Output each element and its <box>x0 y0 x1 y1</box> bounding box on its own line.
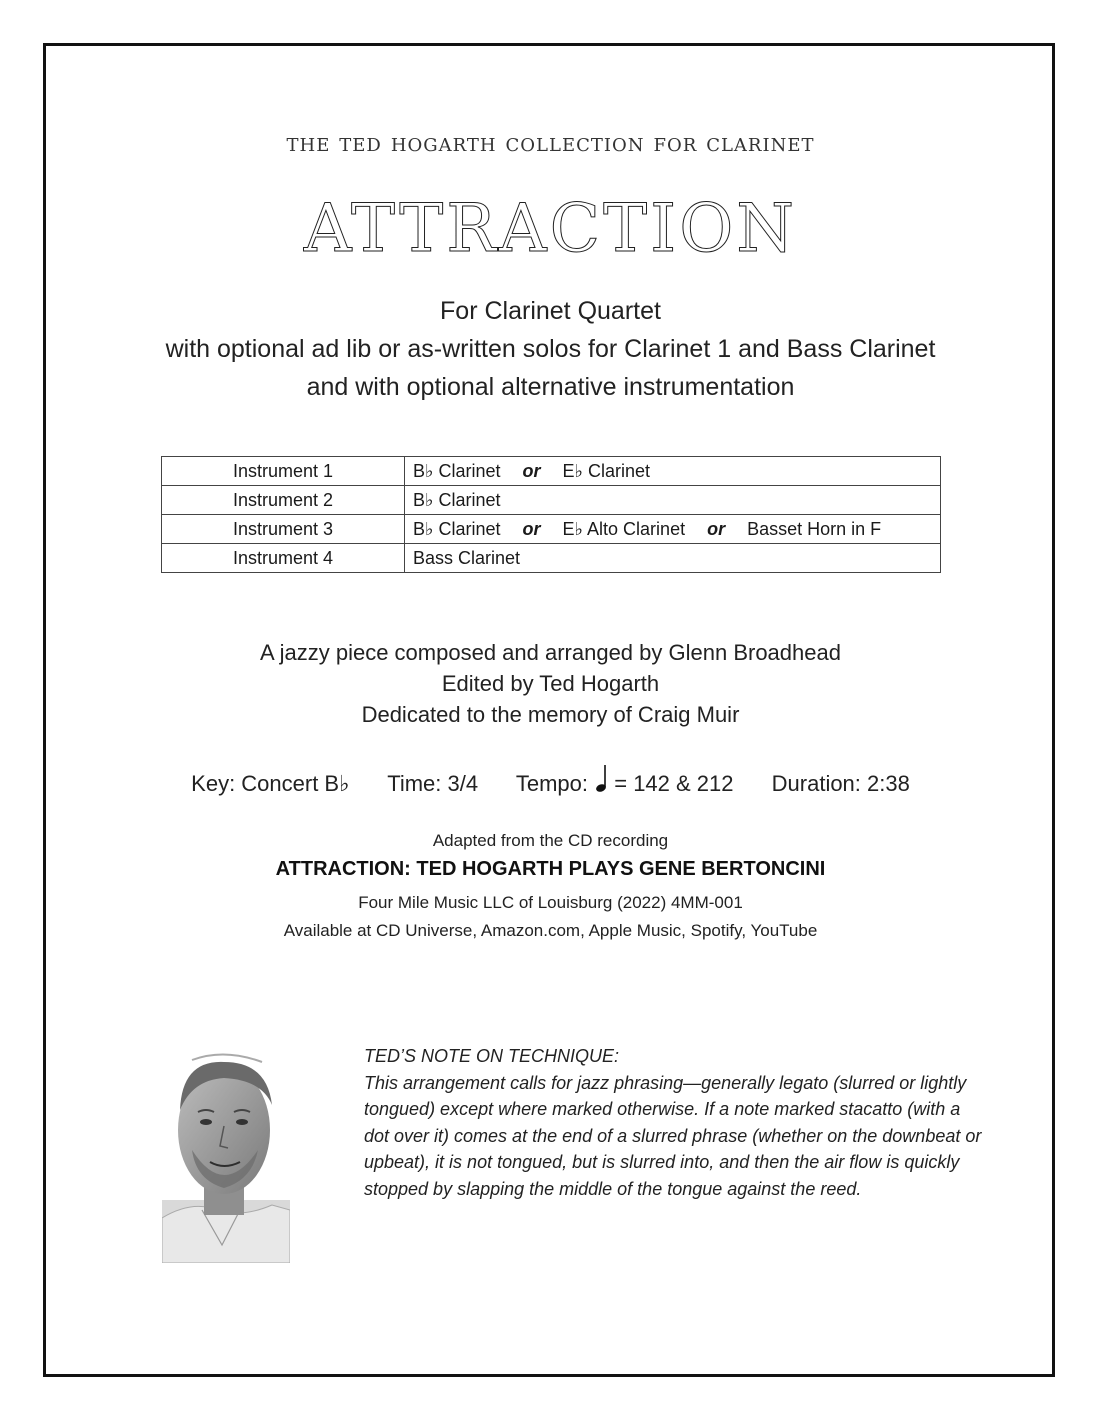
instrument-options <box>405 457 941 486</box>
page-title: ATTRACTION <box>303 190 798 267</box>
credits <box>0 637 1101 730</box>
series-title: the ted hogarth collection for clarinet <box>286 128 815 157</box>
subtitle-line: with optional ad lib or as-written solos for Clarinet 1 and Bass Clarinet <box>165 335 936 363</box>
instrument-option: E♭ Clarinet <box>562 460 651 481</box>
instrument-option: B♭ Clarinet <box>413 460 501 481</box>
instrument-option: E♭ Alto Clarinet <box>562 518 686 539</box>
instrument-option: B♭ Clarinet <box>413 489 501 510</box>
or-separator: or <box>707 518 726 539</box>
piece-details <box>0 763 1101 799</box>
or-separator: or <box>522 518 541 539</box>
table-row <box>162 486 941 515</box>
table-row <box>162 515 941 544</box>
instrument-option: Basset Horn in F <box>747 518 882 539</box>
duration-info: Duration: 2:38 <box>771 771 910 796</box>
instrument-options <box>405 486 941 515</box>
instrument-name: Instrument 2 <box>162 486 405 515</box>
key-info: Key: Concert B♭ <box>191 771 350 796</box>
instrument-name: Instrument 4 <box>162 544 405 573</box>
tempo-label: Tempo: <box>515 771 588 796</box>
availability: Available at CD Universe, Amazon.com, Apple Music, Spotify, YouTube <box>283 921 818 940</box>
instrument-options <box>405 544 941 573</box>
record-label: Four Mile Music LLC of Louisburg (2022) 4MM-001 <box>358 893 743 912</box>
credit-line: Edited by Ted Hogarth <box>441 671 660 696</box>
technique-body: This arrangement calls for jazz phrasing—generally legato (slurred or lightly tongued) except where marked otherwise. If a note marked stacatto (with a dot over it) comes at the end of a slurred phrase (whether on the downbeat or upbeat), it is not tongued, but is slurred into, and then the air flow is quickly stopped by slapping the middle of the tongue against the reed. <box>364 1072 982 1199</box>
technique-heading: TED’S NOTE ON TECHNIQUE: <box>364 1046 620 1066</box>
cd-title: ATTRACTION: TED HOGARTH PLAYS GENE BERTONCINI <box>275 858 826 880</box>
instrument-name: Instrument 3 <box>162 515 405 544</box>
tempo-value: = 142 & 212 <box>614 771 734 796</box>
quarter-note-icon <box>594 763 608 799</box>
portrait-photo <box>162 1050 290 1263</box>
credit-line: Dedicated to the memory of Craig Muir <box>361 702 740 727</box>
instrument-name: Instrument 1 <box>162 457 405 486</box>
instrument-option: Bass Clarinet <box>413 547 521 568</box>
instrument-options <box>405 515 941 544</box>
time-info: Time: 3/4 <box>387 771 479 796</box>
technique-note <box>364 1043 984 1202</box>
table-row <box>162 544 941 573</box>
table-row <box>162 457 941 486</box>
subtitle-line: and with optional alternative instrumentation <box>306 373 795 401</box>
subtitle <box>0 292 1101 406</box>
or-separator: or <box>522 460 541 481</box>
instrumentation-table <box>161 456 941 573</box>
credit-line: A jazzy piece composed and arranged by Glenn Broadhead <box>260 640 841 665</box>
instrument-option: B♭ Clarinet <box>413 518 501 539</box>
subtitle-line: For Clarinet Quartet <box>440 297 661 325</box>
adapted-from: Adapted from the CD recording <box>432 831 669 850</box>
